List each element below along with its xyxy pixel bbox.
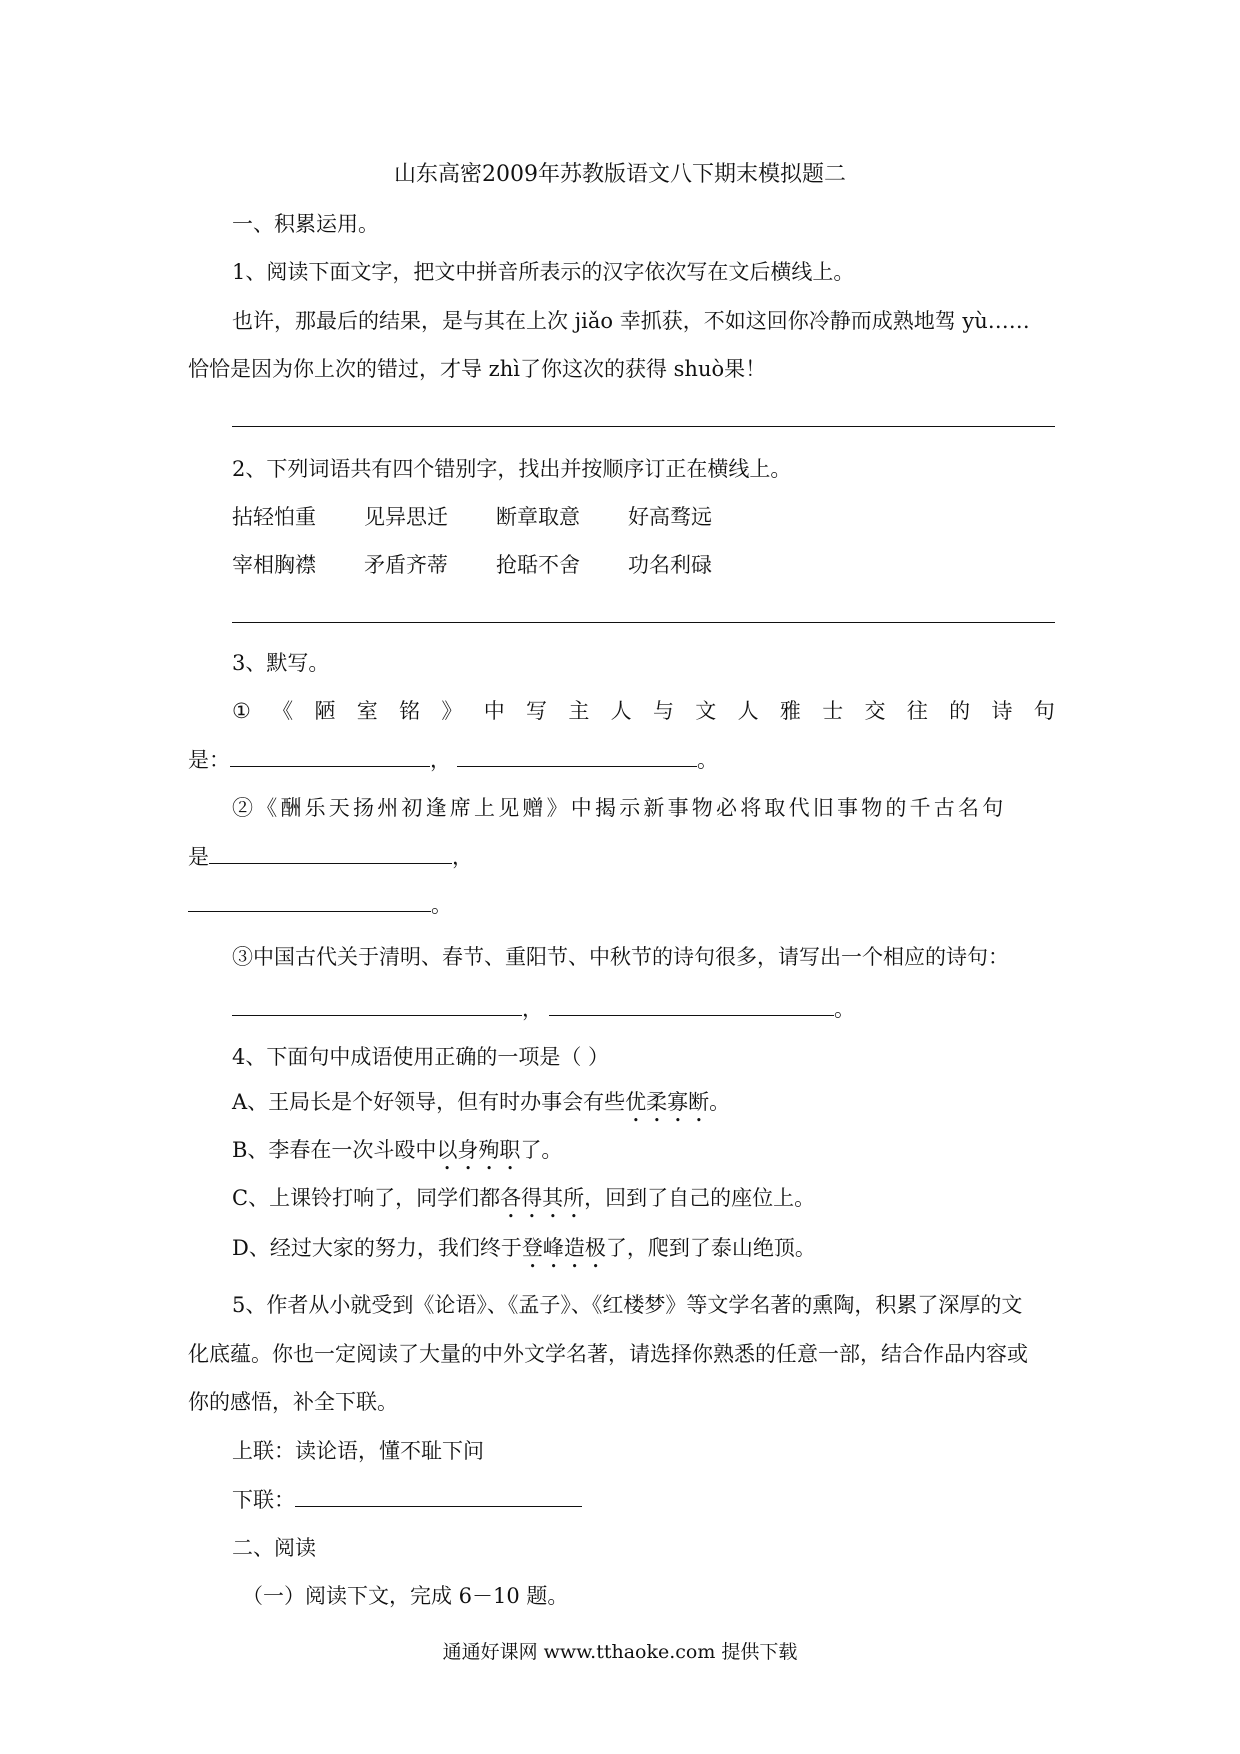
q2-word: 宰相胸襟 [232,553,316,577]
q3-item2-answer2 [188,889,452,920]
q3-item1-char: 人 [737,699,759,723]
q3-item1-char: 铭 [399,699,421,723]
period: 。 [834,997,855,1021]
q3-item1-char: ① [232,699,251,723]
q3-item3-answer [232,993,855,1024]
option-text: 了。 [520,1138,563,1162]
option-text: ，回到了自己的座位上。 [584,1186,816,1210]
q3-item1-char: 陋 [314,699,336,723]
q2-word: 好高骛远 [628,505,712,529]
comma: ， [452,845,473,869]
idiom-emphasis: 各得其所 [500,1186,585,1210]
q3-item2-blank1[interactable] [209,841,452,864]
q5-line1: 5、作者从小就受到《论语》、《孟子》、《红楼梦》等文学名著的熏陶，积累了深厚的文 [232,1293,1023,1317]
option-text: B、李春在一次斗殴中 [232,1138,437,1162]
q3-item1-char: 文 [695,699,717,723]
comma: ， [522,997,543,1021]
idiom-emphasis: 以身殉职 [436,1138,521,1162]
option-text: D、经过大家的努力，我们终于 [232,1236,522,1260]
q5-line3: 你的感悟，补全下联。 [188,1390,398,1414]
q3-item2-answer [188,841,473,872]
q2-word-row1 [232,502,760,532]
q3-item3-blank1[interactable] [232,993,522,1016]
footer: 通通好课网 www.tthaoke.com 提供下载 [442,1641,798,1663]
q2-word: 见异思迁 [364,505,448,529]
q4-option-a[interactable] [232,1087,730,1127]
q3-item1-char: 诗 [991,699,1013,723]
section1-heading: 一、积累运用。 [232,212,379,236]
q3-item1-blank1[interactable] [230,744,430,767]
q3-item1-char: 交 [864,699,886,723]
option-text: 了，爬到了泰山绝顶。 [605,1236,816,1260]
q3-item1-answer [188,744,718,775]
q3-item1-char: 士 [822,699,844,723]
q2-word: 抢聒不舍 [496,553,580,577]
q3-item2-prefix: 是 [188,845,209,869]
q4-prompt: 4、下面句中成语使用正确的一项是（ ） [232,1045,610,1069]
q3-prompt: 3、默写。 [232,651,330,675]
q2-word: 断章取意 [496,505,580,529]
q1-passage-line1: 也许，那最后的结果，是与其在上次 jiǎo 幸抓获，不如这回你冷静而成熟地驾 yù…… [232,309,1030,333]
q4-option-c[interactable] [232,1183,815,1223]
q3-item1-char: 往 [906,699,928,723]
q2-word: 功名利碌 [628,553,712,577]
q3-item1-char: 的 [949,699,971,723]
q3-item2-blank2[interactable] [188,889,431,912]
q3-item1-char: 室 [356,699,378,723]
q3-item1-char: 句 [1033,699,1055,723]
q2-answer-line[interactable] [232,622,1055,623]
q2-word: 矛盾齐蒂 [364,553,448,577]
period: 。 [431,893,452,917]
idiom-emphasis: 优柔寡断 [625,1090,710,1114]
lower-label: 下联： [232,1488,295,1512]
q3-item3-blank2[interactable] [549,993,834,1016]
q1-passage-line2: 恰恰是因为你上次的错过，才导 zhì了你这次的获得 shuò果！ [188,357,767,381]
q2-word: 拈轻怕重 [232,505,316,529]
q3-item1-char: 主 [568,699,590,723]
q1-answer-line[interactable] [232,426,1055,427]
q3-item1-char: 《 [272,699,294,723]
q3-item1-prefix: 是： [188,748,230,772]
q2-prompt: 2、下列词语共有四个错别字，找出并按顺序订正在横线上。 [232,457,792,481]
option-text: A、王局长是个好领导，但有时办事会有些 [232,1090,626,1114]
q3-item1-blank2[interactable] [457,744,697,767]
q4-option-b[interactable] [232,1135,562,1175]
q3-item1-char: 写 [526,699,548,723]
q3-item1-char: 雅 [779,699,801,723]
q2-word-row2 [232,550,760,580]
idiom-emphasis: 登峰造极 [521,1236,606,1260]
option-text: C、上课铃打响了，同学们都 [232,1186,501,1210]
q3-item1-char: 》 [441,699,463,723]
q3-item3: ③中国古代关于清明、春节、重阳节、中秋节的诗句很多，请写出一个相应的诗句： [232,945,1009,969]
q3-item1-line [232,696,1055,726]
q5-lower-blank[interactable] [295,1484,582,1507]
comma: ， [430,748,451,772]
q1-prompt: 1、阅读下面文字，把文中拼音所表示的汉字依次写在文后横线上。 [232,260,855,284]
q4-option-d[interactable] [232,1233,816,1273]
q5-line2: 化底蕴。你也一定阅读了大量的中外文学名著，请选择你熟悉的任意一部，结合作品内容或 [188,1342,1028,1366]
q5-lower-couplet [232,1484,582,1515]
q3-item1-char: 中 [483,699,505,723]
section2-sub: （一）阅读下文，完成 6－10 题。 [242,1584,569,1608]
option-text: 。 [709,1090,731,1114]
q3-item1-char: 与 [652,699,674,723]
q3-item2: ②《酬乐天扬州初逢席上见赠》中揭示新事物必将取代旧事物的千古名句 [232,796,1007,820]
q5-upper-couplet: 上联：读论语，懂不耻下问 [232,1439,484,1463]
page-title: 山东高密2009年苏教版语文八下期末模拟题二 [394,162,846,187]
section2-heading: 二、阅读 [232,1536,316,1560]
period: 。 [697,748,718,772]
q3-item1-char: 人 [610,699,632,723]
